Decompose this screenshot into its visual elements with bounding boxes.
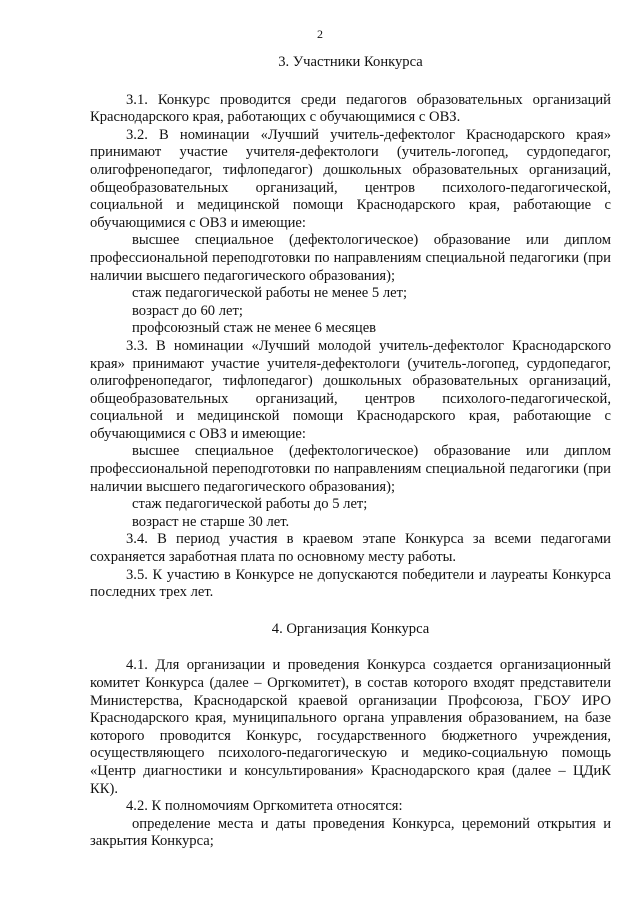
requirement-age: возраст до 60 лет; [132,302,243,319]
section-3-heading: 3. Участники Конкурса [278,54,423,70]
document-body [90,54,611,851]
requirement-union-membership: профсоюзный стаж не менее 6 месяцев [132,320,377,337]
paragraph-3-5: 3.5. К участию в Конкурсе не допускаются победители и лауреаты Конкурса последних трех лет. [90,566,611,601]
requirement-experience: стаж педагогической работы не менее 5 лет; [132,285,408,302]
section-4-heading: 4. Организация Конкурса [271,620,430,637]
requirement-education-young: высшее специальное (дефектологическое) образование или диплом профессиональной переподготовки по направлениям специальной педагогики (при наличии высшего педагогического образования); [90,443,611,495]
paragraph-3-2: 3.2. В номинации «Лучший учитель-дефектолог Краснодарского края» принимают участие учителя-дефектологи (учитель-логопед, сурдопедагог, олигофренопедагог, тифлопедагог) дошкольных образовательных организаций, общеобразовательных организаций, центров психолого-педагогической, социальной и медицинской помощи Краснодарского края, работающие с обучающимися с ОВЗ и имеющие: [90,126,611,231]
requirement-experience-young: стаж педагогической работы до 5 лет; [132,496,368,513]
paragraph-4-1: 4.1. Для организации и проведения Конкурса создается организационный комитет Конкурса (далее – Оргкомитет), в состав которого входят представители Министерства, Краснодарской краевой организации Профсоюза, ГБОУ ИРО Краснодарского края, муниципального органа управления образованием, на базе которого проводится Конкурс, государственного бюджетного учреждения, осуществляющего психолого-педагогическую и медико-социальную помощь «Центр диагностики и консультирования» Краснодарского края (далее – ЦДиК КК). [90,657,611,797]
paragraph-3-4: 3.4. В период участия в краевом этапе Конкурса за всеми педагогами сохраняется заработная плата по основному месту работы. [90,531,611,566]
page-number: 2 [317,27,323,41]
paragraph-3-3: 3.3. В номинации «Лучший молодой учитель-дефектолог Краснодарского края» принимают участие учителя-дефектологи (учитель-логопед, сурдопедагог, олигофренопедагог, тифлопедагог) дошкольных образовательных организаций, общеобразовательных организаций, центров психолого-педагогической, социальной и медицинской помощи Краснодарского края, работающие с обучающимися с ОВЗ и имеющие: [90,337,611,442]
requirement-age-young: возраст не старше 30 лет. [132,513,290,530]
requirement-education: высшее специальное (дефектологическое) образование или диплом профессиональной переподготовки по направлениям специальной педагогики (при наличии высшего педагогического образования); [90,232,611,284]
authority-venue-dates: определение места и даты проведения Конкурса, церемоний открытия и закрытия Конкурса; [90,815,611,850]
paragraph-3-1: 3.1. Конкурс проводится среди педагогов образовательных организаций Краснодарского края, работающих с обучающимися с ОВЗ. [90,91,611,126]
paragraph-4-2: 4.2. К полномочиям Оргкомитета относятся: [126,798,403,815]
